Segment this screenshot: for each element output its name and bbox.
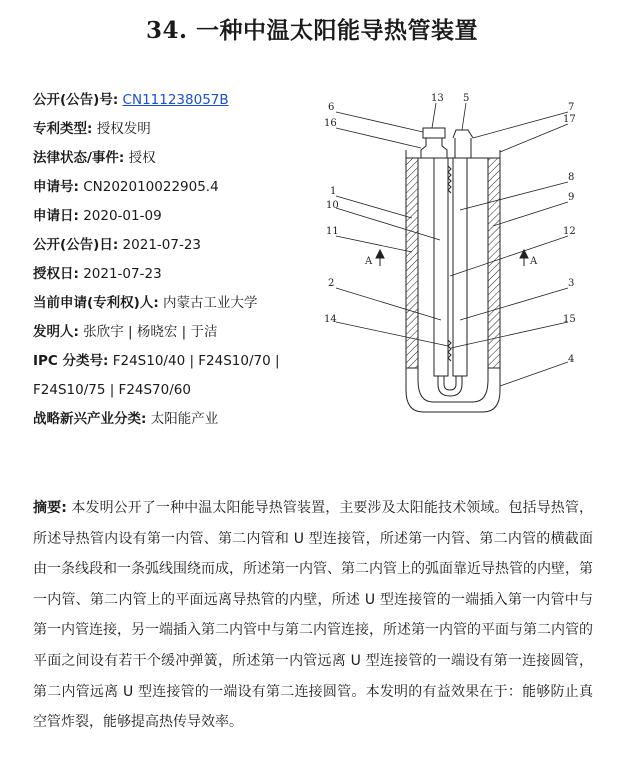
figure-label: A: [365, 256, 373, 267]
figure-label: 14: [324, 314, 337, 325]
applicant-row: [33, 289, 333, 318]
industry-label: 战略新兴产业分类:: [33, 411, 147, 427]
abstract-block: [33, 493, 593, 738]
pub-date-value: 2021-07-23: [122, 237, 202, 253]
patent-type-label: 专利类型:: [33, 121, 93, 137]
ipc-row: [33, 347, 333, 405]
applicant-value: 内蒙古工业大学: [163, 295, 258, 311]
figure-label: A: [530, 256, 538, 267]
figure-label: 2: [328, 278, 335, 289]
figure-label: 7: [568, 102, 575, 113]
patent-figure: [318, 90, 588, 430]
figure-label: 4: [568, 354, 575, 365]
figure-label: 8: [568, 172, 575, 183]
applicant-label: 当前申请(专利权)人:: [33, 295, 159, 311]
figure-label: 6: [328, 102, 335, 113]
industry-value: 太阳能产业: [150, 411, 219, 427]
figure-label: 12: [563, 226, 576, 237]
figure-label: 16: [324, 118, 337, 129]
patent-type-row: [33, 115, 333, 144]
figure-label: 5: [463, 93, 470, 104]
pub-no-link[interactable]: CN111238057B: [122, 92, 229, 108]
inventors-row: [33, 318, 333, 347]
ipc-value: F24S10/40 | F24S10/70 | F24S10/75 | F24S70/60: [33, 353, 280, 398]
figure-label: 9: [568, 192, 575, 203]
page-title: 34. 一种中温太阳能导热管装置: [145, 17, 479, 44]
pub-date-label: 公开(公告)日:: [33, 237, 119, 253]
pub-date-row: [33, 231, 333, 260]
app-no-row: [33, 173, 333, 202]
inventors-label: 发明人:: [33, 324, 79, 340]
figure-label: 15: [563, 314, 576, 325]
figure-label: 13: [431, 93, 444, 104]
grant-date-value: 2021-07-23: [83, 266, 162, 282]
legal-status-row: [33, 144, 333, 173]
patent-drawing: [318, 90, 588, 430]
figure-label: 1: [330, 186, 337, 197]
app-no-label: 申请号:: [33, 179, 79, 195]
figure-label: 17: [563, 114, 576, 125]
grant-date-row: [33, 260, 333, 289]
grant-date-label: 授权日:: [33, 266, 79, 282]
patent-type-value: 授权发明: [96, 121, 151, 137]
legal-status-value: 授权: [128, 150, 156, 166]
app-date-value: 2020-01-09: [83, 208, 162, 224]
pub-no-label: 公开(公告)号:: [33, 92, 119, 108]
figure-label: 11: [326, 226, 339, 237]
inventors-value: 张欣宇 | 杨晓宏 | 于洁: [83, 324, 218, 340]
legal-status-label: 法律状态/事件:: [33, 150, 125, 166]
pub-no-row: [33, 86, 333, 115]
figure-label: 3: [568, 278, 575, 289]
industry-row: [33, 405, 333, 434]
abstract-label: 摘要:: [33, 500, 67, 516]
abstract-text: 本发明公开了一种中温太阳能导热管装置，主要涉及太阳能技术领域。包括导热管，所述导热管内设有第一内管、第二内管和 U 型连接管，所述第一内管、第二内管的横截面由一条线段和一条弧线围绕而成，所述第一内管、第二内管上的弧面靠近导热管的内壁，第一内管、第二内管上的平面远离导热管的内壁，所述 U 型连接管的一端插入第一内管中与第一内管连接，另一端插入第二内管中与第二内管连接，所述第一内管的平面与第二内管的平面之间设有若干个缓冲弹簧，所述第一内管远离 U 型连接管的一端设有第一连接圆管，第二内管远离 U 型连接管的一端设有第二连接圆管。本发明的有益效果在于：能够防止真空管炸裂，能够提高热传导效率。: [33, 500, 594, 731]
app-date-row: [33, 202, 333, 231]
figure-label: 10: [326, 200, 339, 211]
app-date-label: 申请日:: [33, 208, 79, 224]
patent-metadata: [33, 86, 333, 434]
ipc-label: IPC 分类号:: [33, 353, 109, 369]
app-no-value: CN202010022905.4: [83, 179, 219, 195]
